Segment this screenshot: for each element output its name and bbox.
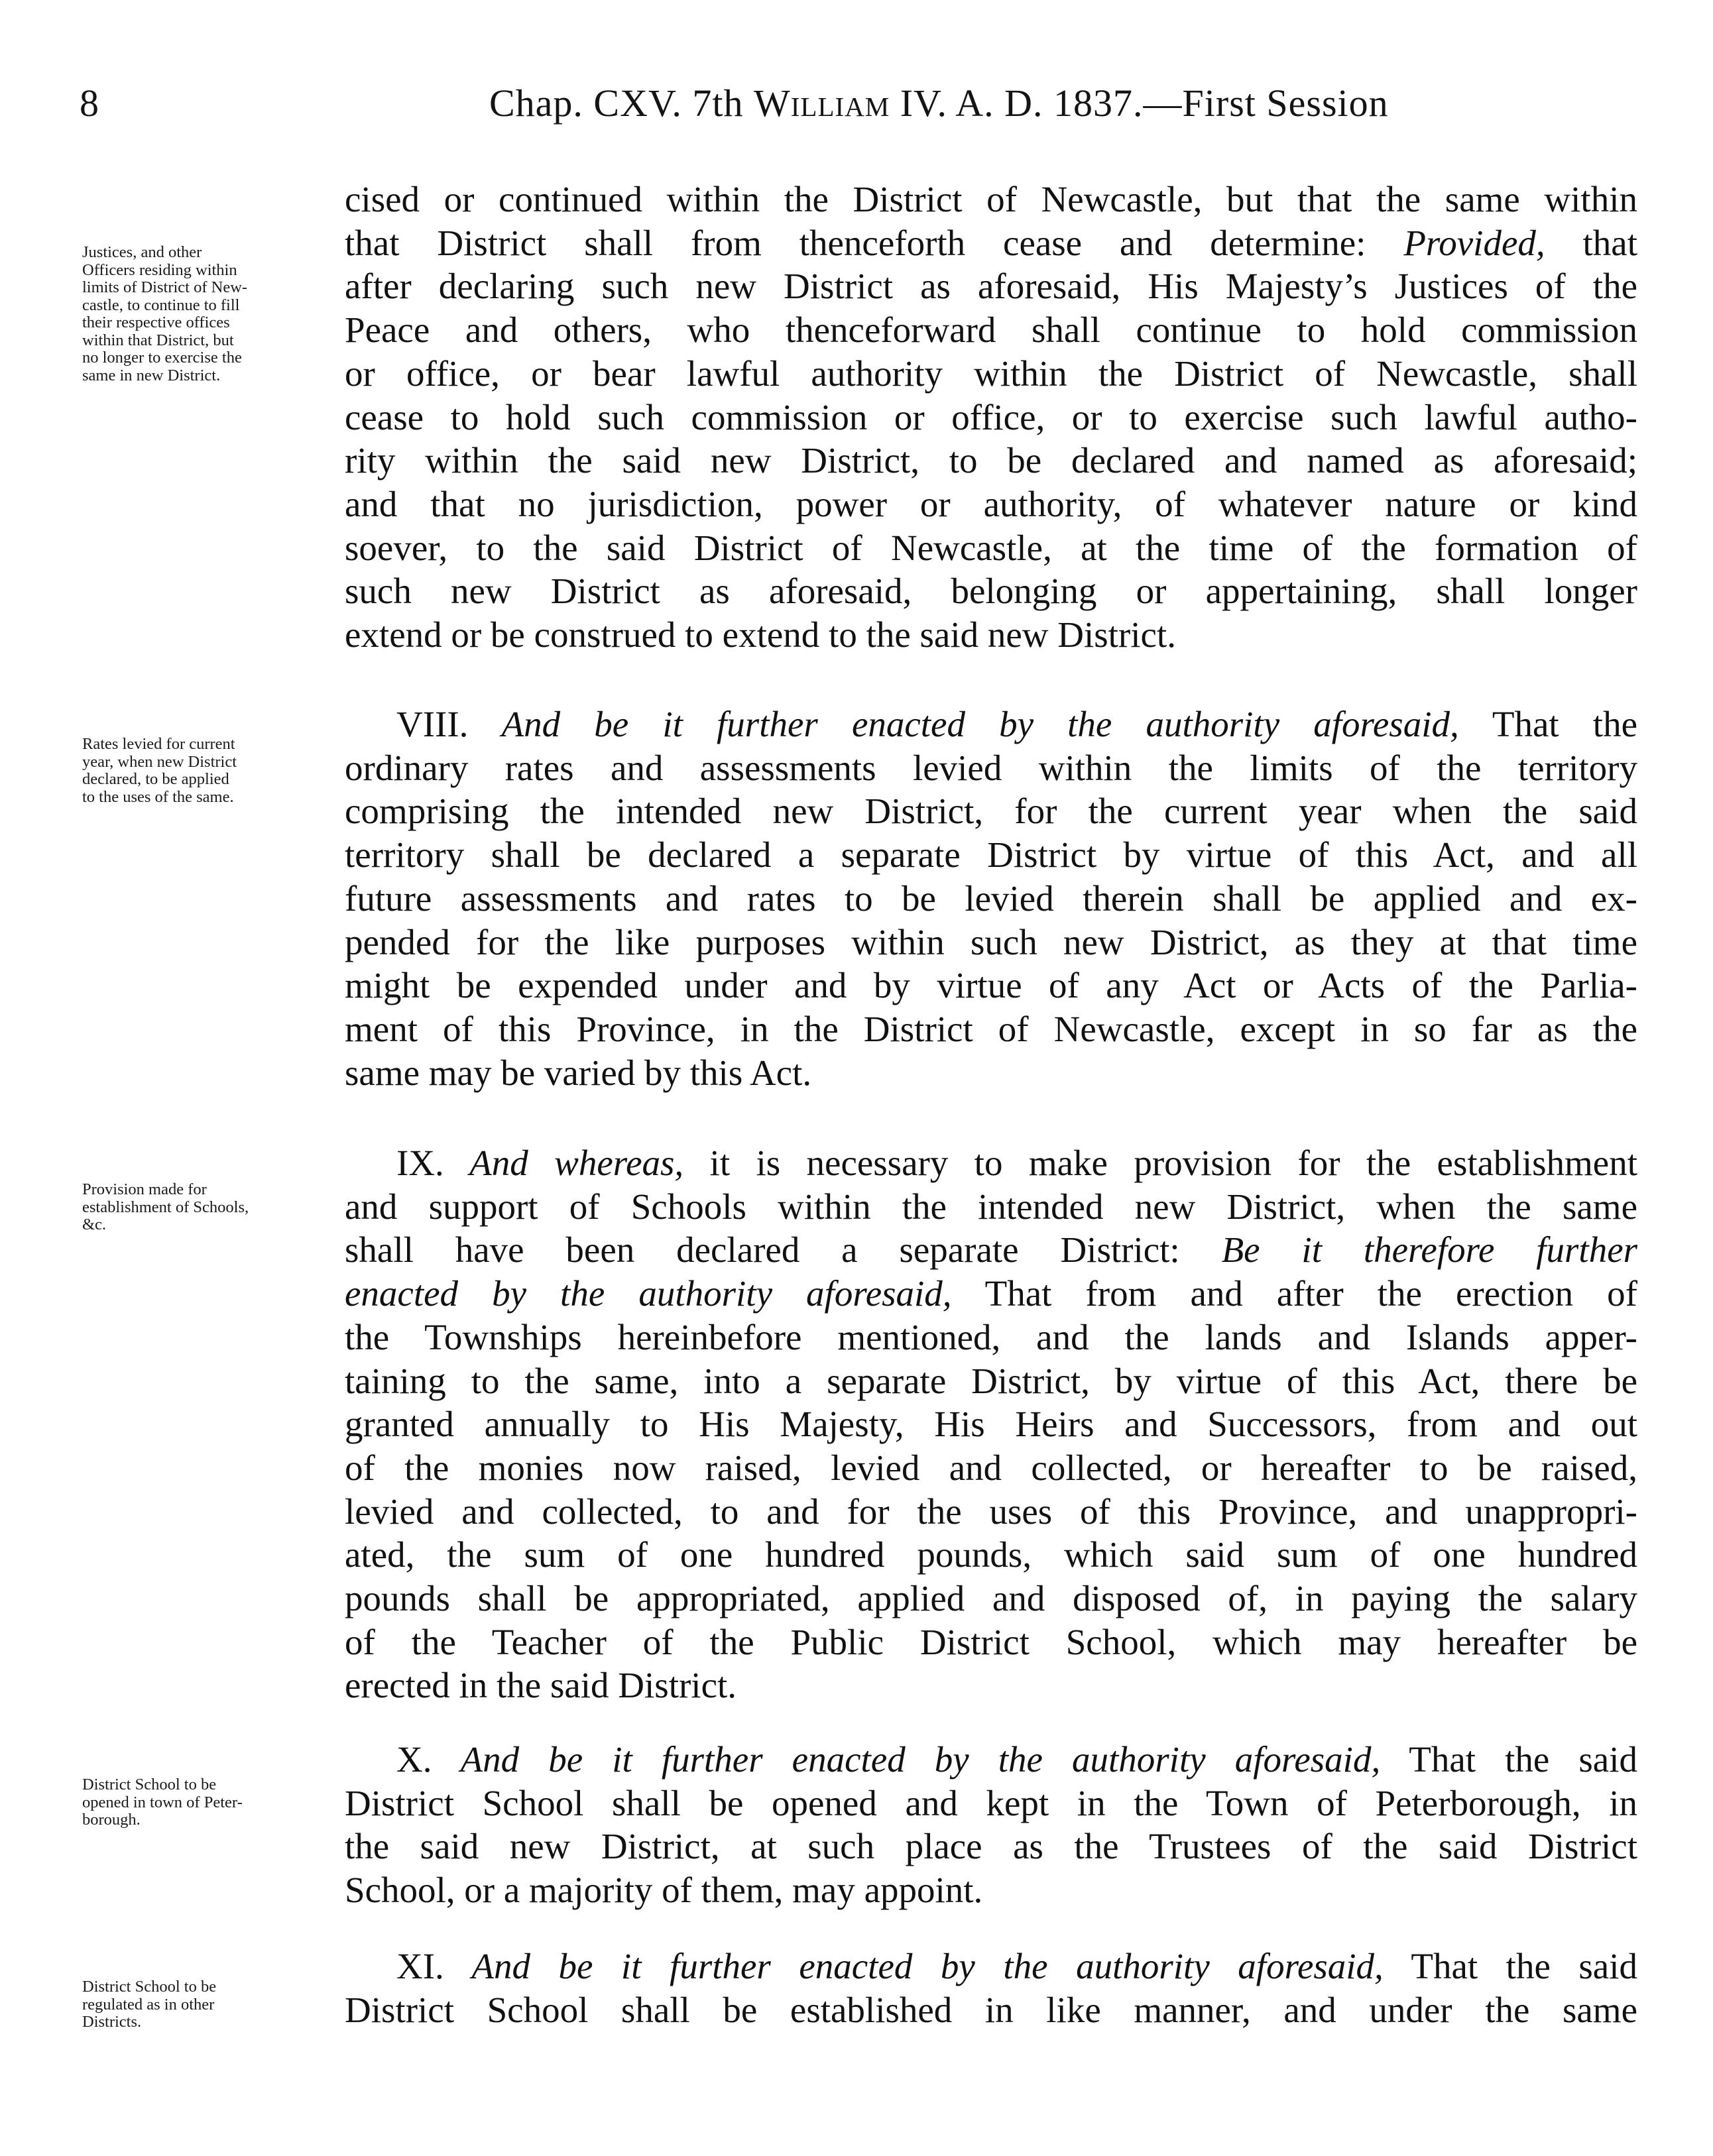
session-label: First Session — [1182, 82, 1389, 125]
section-number: X. — [396, 1739, 432, 1780]
sidenote-rates: Rates levied for current year, when new District declared, to be applied to the uses of the same. — [82, 735, 237, 806]
text-line: after declaring such new District as aforesaid, His Majesty’s Justices of the — [345, 266, 1637, 307]
text-line: same may be varied by this Act. — [345, 1052, 812, 1093]
text-line: pounds shall be appropriated, applied and disposed of, in paying the salary — [345, 1578, 1637, 1619]
text-line: ment of this Province, in the District of Newcastle, except in so far as the — [345, 1008, 1637, 1049]
section-number: XI. — [396, 1946, 444, 1986]
text-line: or office, or bear lawful authority within the District of Newcastle, shall — [345, 353, 1637, 394]
enacting-clause: And be it further enacted by the authority aforesaid, — [443, 1946, 1384, 1986]
text-line: taining to the same, into a separate District, by virtue of this Act, there be — [345, 1360, 1637, 1401]
text-line — [345, 221, 1637, 265]
reign-year: IV. A. D. 1837.— — [890, 82, 1183, 125]
text-line: and that no jurisdiction, power or authority, of whatever nature or kind — [345, 483, 1637, 524]
text-line — [345, 1272, 1637, 1316]
text-line: levied and collected, to and for the uses of this Province, and unappropri- — [345, 1491, 1637, 1532]
enacting-clause: enacted by the authority aforesaid, — [345, 1273, 952, 1314]
chapter-heading — [489, 81, 1389, 125]
text-run: That the — [1458, 704, 1637, 744]
enacting-clause: And be it further enacted by the authority aforesaid, — [432, 1739, 1381, 1780]
italic-run: Provided, — [1366, 222, 1545, 263]
text-line: School, or a majority of them, may appoint. — [345, 1870, 983, 1911]
sidenote-schools: Provision made for establishment of Schools, &c. — [82, 1180, 249, 1233]
section-number: IX. — [396, 1143, 444, 1183]
text-line: ated, the sum of one hundred pounds, which said sum of one hundred — [345, 1534, 1637, 1575]
enacting-clause: Be it therefore further — [1179, 1229, 1638, 1271]
text-line — [345, 1945, 1637, 1988]
sidenote-justices: Justices, and other Officers residing within limits of District of New- castle, to continue to fill their respective offices within that District, but no longer to exercise the same in new District. — [82, 243, 248, 384]
text-run: That from and after the erection of — [951, 1273, 1637, 1314]
text-line: future assessments and rates to be levied therein shall be applied and ex- — [345, 878, 1637, 919]
text-line: of the Teacher of the Public District School, which may hereafter be — [345, 1621, 1637, 1662]
enacting-clause: And be it further enacted by the authority aforesaid, — [468, 704, 1459, 744]
section-xi — [345, 1945, 1637, 2031]
text-line — [345, 1141, 1637, 1185]
text-line — [345, 1228, 1637, 1272]
text-run: that District shall from thenceforth cease and determine: — [345, 222, 1366, 263]
text-run: it is necessary to make provision for the establishment — [683, 1143, 1637, 1183]
sidenote-peterborough: District School to be opened in town of Peter- borough. — [82, 1776, 243, 1829]
text-run: That the said — [1383, 1946, 1638, 1986]
text-line: cease to hold such commission or office, or to exercise such lawful autho- — [345, 396, 1637, 437]
text-line: Peace and others, who thenceforward shall continue to hold commission — [345, 310, 1637, 351]
text-line: ordinary rates and assessments levied within the limits of the territory — [345, 747, 1637, 788]
text-line: rity within the said new District, to be declared and named as aforesaid; — [345, 440, 1637, 481]
text-run: That the said — [1380, 1739, 1638, 1780]
text-line: territory shall be declared a separate District by virtue of this Act, and all — [345, 834, 1637, 876]
text-line: the said new District, at such place as the Trustees of the said District — [345, 1826, 1637, 1867]
text-line: erected in the said District. — [345, 1665, 737, 1706]
text-line — [345, 703, 1637, 746]
section-viii — [345, 703, 1637, 1094]
text-line: such new District as aforesaid, belonging or appertaining, shall longer — [345, 571, 1637, 612]
text-line: granted annually to His Majesty, His Heirs and Successors, from and out — [345, 1404, 1637, 1445]
text-line: might be expended under and by virtue of any Act or Acts of the Parlia- — [345, 965, 1637, 1006]
text-line: and support of Schools within the intended new District, when the same — [345, 1186, 1637, 1227]
text-line: soever, to the said District of Newcastle, at the time of the formation of — [345, 527, 1637, 568]
monarch-name: William — [754, 82, 890, 125]
text-line: extend or be construed to extend to the said new District. — [345, 614, 1176, 655]
paragraph-continuation — [345, 178, 1637, 657]
text-line: comprising the intended new District, for the current year when the said — [345, 791, 1637, 832]
sidenote-regulated: District School to be regulated as in other Districts. — [82, 1978, 217, 2031]
text-line: of the monies now raised, levied and collected, or hereafter to be raised, — [345, 1447, 1637, 1488]
section-ix — [345, 1141, 1637, 1707]
text-line: pended for the like purposes within such new District, as they at that time — [345, 921, 1637, 962]
section-number: VIII. — [396, 704, 469, 744]
page-number: 8 — [80, 82, 99, 125]
whereas-clause: And whereas, — [443, 1143, 684, 1183]
running-head — [80, 81, 1631, 141]
chapter-number: Chap. CXV. 7th — [489, 82, 754, 125]
text-line: cised or continued within the District of Newcastle, but that the same within — [345, 179, 1637, 219]
text-line: the Townships hereinbefore mentioned, and the lands and Islands apper- — [345, 1316, 1637, 1357]
text-run: shall have been declared a separate District: — [345, 1229, 1180, 1271]
text-run: that — [1545, 222, 1637, 263]
section-x — [345, 1738, 1637, 1912]
text-line: District School shall be established in like manner, and under the same — [345, 1989, 1637, 2030]
text-line — [345, 1738, 1637, 1782]
text-line: District School shall be opened and kept in the Town of Peterborough, in — [345, 1782, 1637, 1823]
